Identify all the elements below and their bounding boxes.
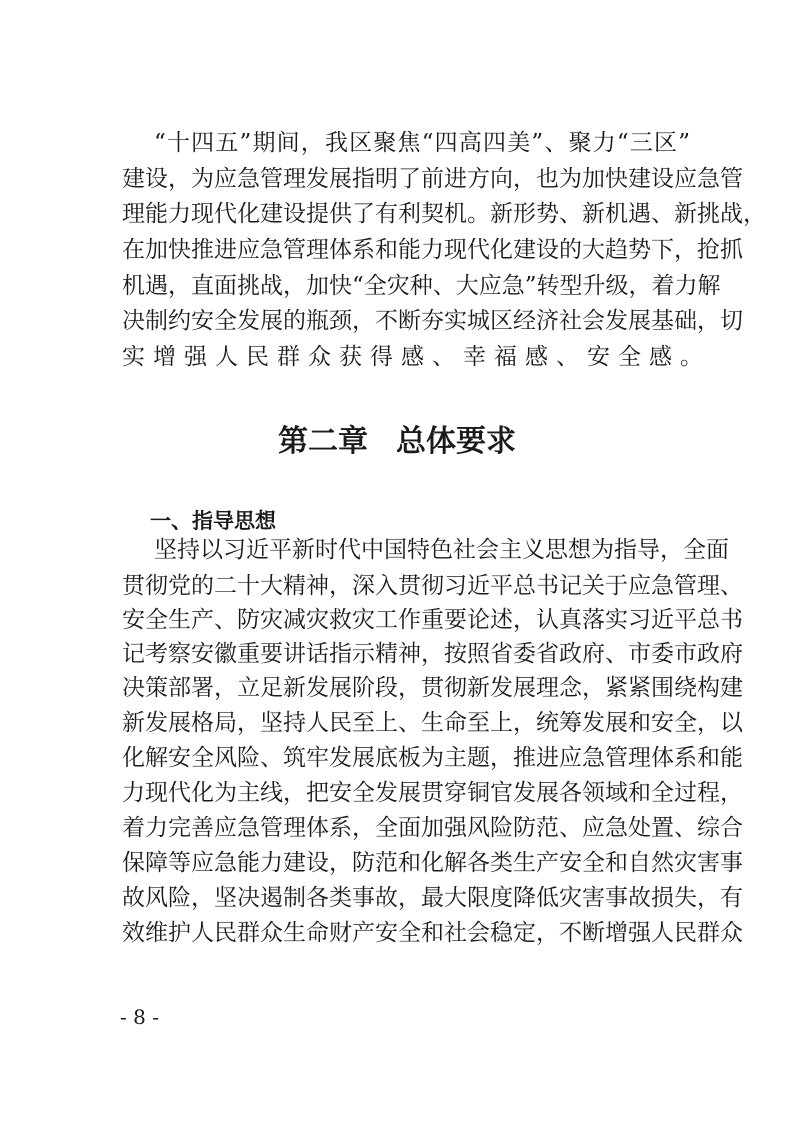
text-line: 坚持以习近平新时代中国特色社会主义思想为指导，全面 bbox=[154, 537, 729, 563]
text-line: 在加快推进应急管理体系和能力现代化建设的大趋势下，抢抓 bbox=[122, 237, 743, 263]
text-line: 安全生产、防灾减灾救灾工作重要论述，认真落实习近平总书 bbox=[122, 607, 743, 633]
text-line: 决策部署，立足新发展阶段，贯彻新发展理念，紧紧围绕构建 bbox=[122, 675, 743, 701]
chapter-title: 总体要求 bbox=[396, 424, 516, 459]
chapter-number: 第二章 bbox=[278, 424, 368, 459]
text-line: 故风险，坚决遏制各类事故，最大限度降低灾害事故损失，有 bbox=[122, 885, 743, 911]
text-line: 贯彻党的二十大精神，深入贯彻习近平总书记关于应急管理、 bbox=[122, 573, 743, 599]
chapter-heading bbox=[0, 422, 794, 462]
text-line: 实增强人民群众获得感、幸福感、安全感。 bbox=[122, 344, 711, 370]
section-heading: 一、指导思想 bbox=[150, 509, 276, 533]
text-line: 记考察安徽重要讲话指示精神，按照省委省政府、市委市政府 bbox=[122, 641, 743, 667]
text-line: 机遇，直面挑战，加快“全灾种、大应急”转型升级，着力解 bbox=[122, 273, 721, 299]
text-line: 着力完善应急管理体系，全面加强风险防范、应急处置、综合 bbox=[122, 815, 743, 841]
page-number: - 8 - bbox=[120, 1005, 159, 1029]
text-line: 决制约安全发展的瓶颈，不断夯实城区经济社会发展基础，切 bbox=[122, 308, 743, 334]
text-line: 新发展格局，坚持人民至上、生命至上，统筹发展和安全，以 bbox=[122, 710, 743, 736]
text-line: 力现代化为主线，把安全发展贯穿铜官发展各领域和全过程， bbox=[122, 780, 743, 806]
text-line: 效维护人民群众生命财产安全和社会稳定，不断增强人民群众 bbox=[122, 920, 743, 946]
text-line: “十四五”期间，我区聚焦“四高四美”、聚力“三区” bbox=[154, 130, 690, 156]
text-line: 保障等应急能力建设，防范和化解各类生产安全和自然灾害事 bbox=[122, 850, 743, 876]
text-line: 建设，为应急管理发展指明了前进方向，也为加快建设应急管 bbox=[122, 166, 743, 192]
text-line: 化解安全风险、筑牢发展底板为主题，推进应急管理体系和能 bbox=[122, 745, 743, 771]
text-line: 理能力现代化建设提供了有利契机。新形势、新机遇、新挑战， bbox=[122, 201, 766, 227]
